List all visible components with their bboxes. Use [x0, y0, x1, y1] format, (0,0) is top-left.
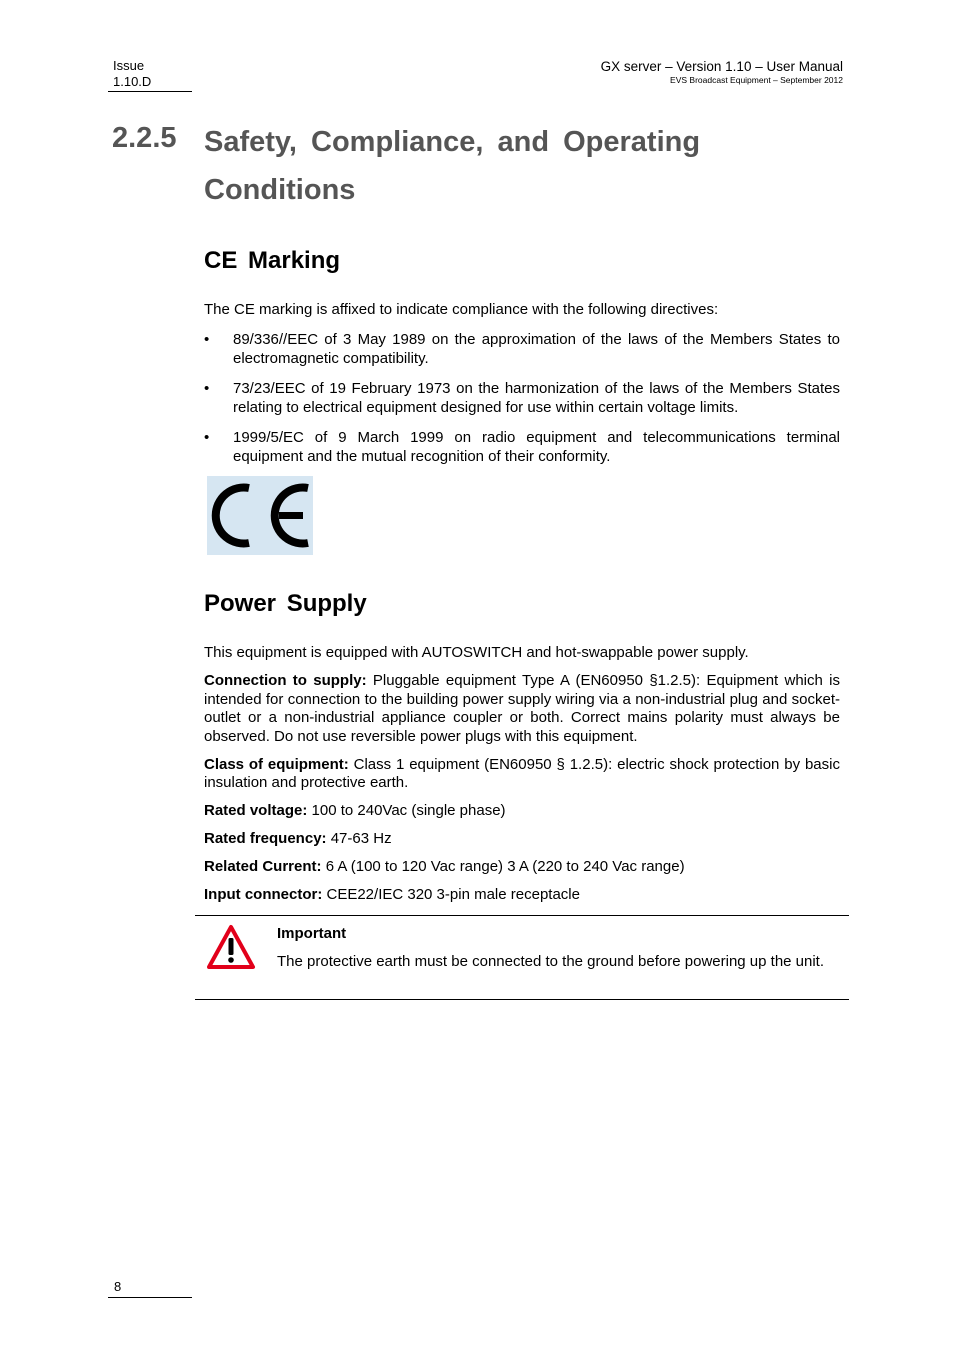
ce-mark-graphic — [207, 476, 313, 555]
ce-intro-text: The CE marking is affixed to indicate compliance with the following directives: — [204, 301, 719, 318]
note-top-rule — [195, 915, 849, 916]
spec-connection — [204, 672, 840, 746]
power-supply-heading: Power Supply — [204, 590, 367, 617]
bullet-icon: • — [204, 380, 210, 397]
note-bottom-rule — [195, 999, 849, 1000]
footer-rule — [108, 1297, 192, 1298]
page-number: 8 — [114, 1279, 122, 1294]
header-rule — [108, 91, 192, 92]
spec-rated-voltage — [204, 802, 840, 821]
issue-label: Issue — [113, 58, 145, 73]
spec-label: Class of equipment: — [204, 755, 349, 773]
directive-text: 1999/5/EC of 9 March 1999 on radio equipment and telecommunications terminal equipment and the mutual recognition of their conformity. — [233, 429, 840, 465]
spec-value: 100 to 240Vac (single phase) — [307, 802, 506, 819]
spec-class — [204, 756, 840, 793]
spec-rated-frequency — [204, 830, 840, 849]
ce-marking-heading: CE Marking — [204, 247, 341, 274]
spec-label: Rated frequency: — [204, 830, 327, 847]
header-title-block — [601, 58, 843, 86]
header-issue — [113, 58, 151, 90]
directive-text: 73/23/EEC of 19 February 1973 on the harmonization of the laws of the Members States relating to electrical equipment designed for use within certain voltage limits. — [233, 380, 840, 416]
spec-label: Input connector: — [204, 886, 323, 903]
section-title: Safety, Compliance, and Operating Conditions — [204, 126, 701, 206]
power-supply-body — [204, 644, 840, 914]
bullet-icon: • — [204, 331, 210, 348]
warning-triangle-icon — [206, 924, 256, 970]
list-item — [204, 429, 840, 466]
spec-label: Related Current: — [204, 858, 322, 875]
section-number: 2.2.5 — [112, 122, 177, 154]
directives-list — [204, 331, 840, 478]
ce-mark-icon — [207, 476, 313, 555]
warning-triangle-graphic — [206, 924, 256, 970]
list-item — [204, 331, 840, 368]
spec-value: Class 1 equipment (EN60950 § 1.2.5): electric shock protection by basic insulation and protective earth. — [204, 755, 840, 791]
bullet-icon: • — [204, 429, 210, 446]
power-supply-intro: This equipment is equipped with AUTOSWITCH and hot-swappable power supply. — [204, 644, 749, 661]
note-title: Important — [277, 925, 347, 942]
spec-label: Rated voltage: — [204, 802, 308, 819]
spec-value: 47-63 Hz — [326, 830, 392, 847]
issue-number: 1.10.D — [113, 74, 152, 89]
list-item — [204, 380, 840, 417]
spec-value: Pluggable equipment Type A (EN60950 §1.2.5): Equipment which is intended for connection to the building power supply wiring via a non-industrial plug and socket-outlet or a non-industrial appliance coupler or both. Correct mains polarity must always be observed. Do not use reversible power plugs with this equipment. — [204, 672, 840, 745]
document-subtitle: EVS Broadcast Equipment – September 2012 — [670, 75, 843, 85]
directive-text: 89/336//EEC of 3 May 1989 on the approximation of the laws of the Members States to electromagnetic compatibility. — [233, 331, 840, 367]
spec-related-current — [204, 858, 840, 877]
note-text: The protective earth must be connected to the ground before powering up the unit. — [277, 953, 825, 970]
document-title: GX server – Version 1.10 – User Manual — [600, 59, 843, 74]
spec-input-connector — [204, 886, 840, 905]
spec-label: Connection to supply: — [204, 672, 367, 689]
spec-value: 6 A (100 to 120 Vac range) 3 A (220 to 240 Vac range) — [321, 858, 685, 875]
ce-marking-intro — [204, 301, 840, 320]
spec-value: CEE22/IEC 320 3-pin male receptacle — [322, 886, 580, 903]
